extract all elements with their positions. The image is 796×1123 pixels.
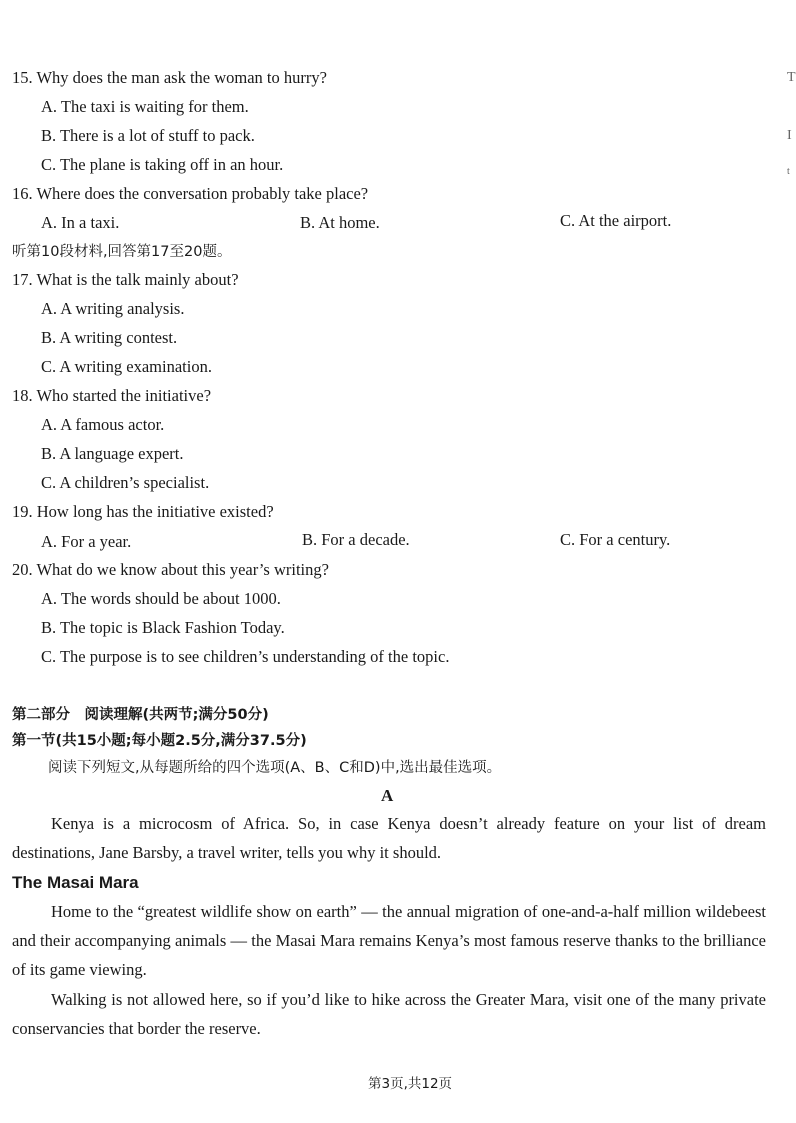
listening-instruction: 听第10段材料,回答第17至20题。 (12, 244, 232, 260)
part-two-heading: 第二部分 阅读理解(共两节;满分50分) (12, 707, 269, 723)
question-16-option-b: B. At home. (300, 213, 380, 232)
passage-subheading: The Masai Mara (12, 873, 139, 892)
question-19-option-a: A. For a year. (41, 532, 132, 551)
question-18-option-c: C. A children’s specialist. (41, 473, 210, 492)
question-17-option-a: A. A writing analysis. (41, 299, 185, 318)
passage-intro: Kenya is a microcosm of Africa. So, in case Kenya doesn’t already feature on your list of dream destinations, Jane Barsby, a travel writer, tells you why it should. (12, 814, 766, 862)
question-15-option-b: B. There is a lot of stuff to pack. (41, 126, 255, 145)
question-20-option-a: A. The words should be about 1000. (41, 589, 281, 608)
question-17-stem: 17. What is the talk mainly about? (12, 270, 239, 289)
question-15-option-c: C. The plane is taking off in an hour. (41, 155, 284, 174)
question-20-option-b: B. The topic is Black Fashion Today. (41, 618, 285, 637)
edge-mark: T (787, 70, 796, 85)
question-19-stem: 19. How long has the initiative existed? (12, 502, 274, 521)
question-16-option-c: C. At the airport. (560, 211, 672, 230)
question-19-option-c: C. For a century. (560, 530, 671, 549)
question-18-option-b: B. A language expert. (41, 444, 184, 463)
question-18-stem: 18. Who started the initiative? (12, 386, 212, 405)
section-one-heading: 第一节(共15小题;每小题2.5分,满分37.5分) (12, 733, 307, 749)
edge-mark: t (787, 166, 790, 177)
passage-paragraph-2: Walking is not allowed here, so if you’d like to hike across the Greater Mara, visit one of the many private conservancies that border the reserve. (12, 990, 766, 1038)
question-16-stem: 16. Where does the conversation probably take place? (12, 184, 369, 203)
question-16-option-a: A. In a taxi. (41, 213, 120, 232)
question-15-option-a: A. The taxi is waiting for them. (41, 97, 249, 116)
question-18-option-a: A. A famous actor. (41, 415, 165, 434)
page-footer: 第3页,共12页 (368, 1076, 453, 1092)
reading-instruction: 阅读下列短文,从每题所给的四个选项(A、B、C和D)中,选出最佳选项。 (48, 760, 502, 776)
passage-label: A (381, 786, 394, 805)
question-17-option-c: C. A writing examination. (41, 357, 212, 376)
question-17-option-b: B. A writing contest. (41, 328, 178, 347)
question-15-stem: 15. Why does the man ask the woman to hurry? (12, 68, 327, 87)
question-19-option-b: B. For a decade. (302, 530, 410, 549)
edge-mark: I (787, 128, 792, 143)
passage-paragraph-1: Home to the “greatest wildlife show on earth” — the annual migration of one-and-a-half million wildebeest and their accompanying animals — the Masai Mara remains Kenya’s most famous reserve thanks to the brilliance of its game viewing. (12, 902, 766, 979)
question-20-option-c: C. The purpose is to see children’s understanding of the topic. (41, 647, 450, 666)
question-20-stem: 20. What do we know about this year’s writing? (12, 560, 329, 579)
